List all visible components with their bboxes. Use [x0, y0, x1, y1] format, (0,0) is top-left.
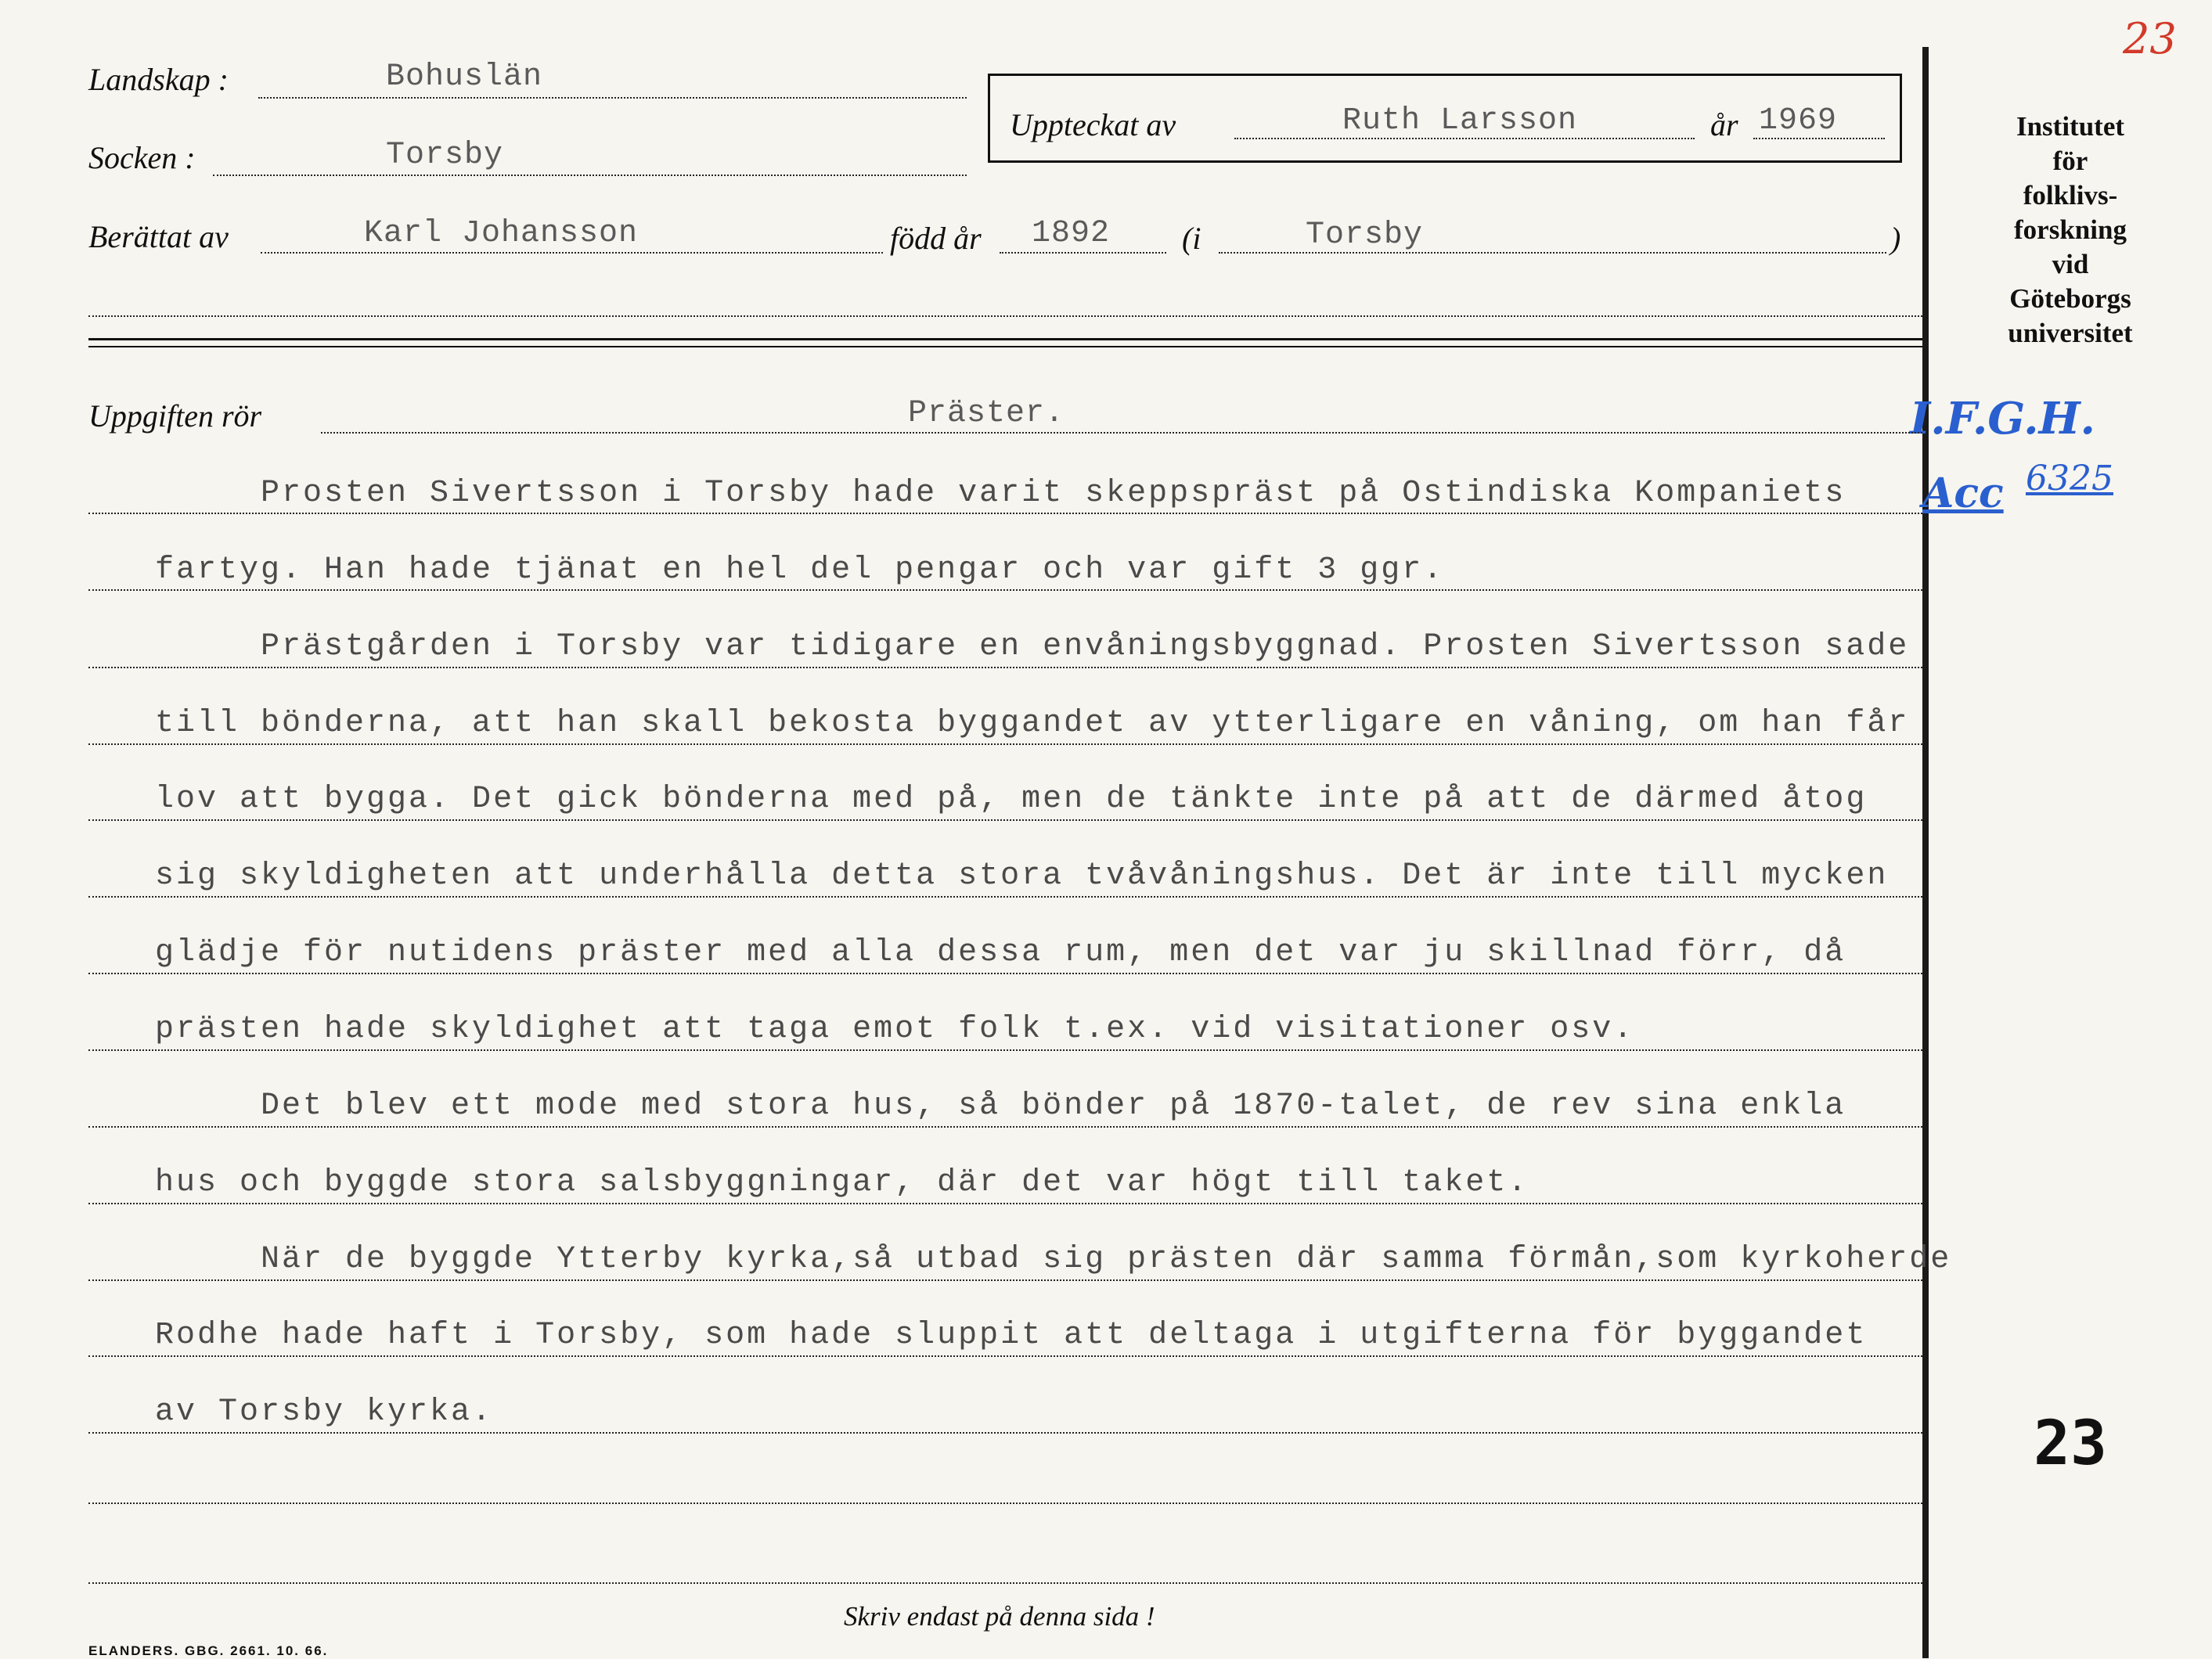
- uppgift-label: Uppgiften rör: [88, 398, 262, 434]
- recorder-label: Uppteckat av: [1010, 107, 1176, 142]
- fodd-value: 1892: [1032, 216, 1111, 251]
- i-label: (i: [1182, 221, 1201, 256]
- writing-line: [88, 1502, 1922, 1504]
- writing-line: [88, 1126, 1922, 1128]
- accession-number: 6325: [2026, 459, 2113, 498]
- institute-line: universitet: [2008, 318, 2133, 348]
- body-text-line: prästen hade skyldighet att taga emot folk t.ex. vid visitationer osv.: [155, 1012, 1635, 1047]
- blank-header-line: [88, 315, 1922, 317]
- writing-line: [88, 1432, 1922, 1434]
- printer-imprint: ELANDERS. GBG. 2661. 10. 66.: [88, 1643, 329, 1658]
- writing-line: [88, 896, 1922, 898]
- accession-archive-code: I.F.G.H.: [1910, 393, 2096, 444]
- socken-value: Torsby: [386, 138, 504, 173]
- fodd-dotted-line: [1000, 252, 1166, 254]
- body-text-line: sig skyldigheten att underhålla detta stora tvåvåningshus. Det är inte till mycken: [155, 858, 1889, 894]
- writing-line: [88, 743, 1922, 745]
- writing-line: [88, 973, 1922, 974]
- body-text-line: Prästgården i Torsby var tidigare en envåningsbyggnad. Prosten Sivertsson sade: [261, 629, 1910, 664]
- writing-line: [88, 1582, 1922, 1584]
- institute-line: Institutet: [2016, 111, 2125, 142]
- writing-line: [88, 819, 1922, 821]
- body-text-line: till bönderna, att han skall bekosta byggandet av ytterligare en våning, om han får: [155, 706, 1910, 741]
- body-text-line: Prosten Sivertsson i Torsby hade varit skeppspräst på Ostindiska Kompaniets: [261, 476, 1846, 511]
- year-value: 1969: [1759, 103, 1838, 139]
- header-separator-thin: [88, 346, 1922, 347]
- berattat-dotted-line: [261, 252, 883, 254]
- institute-line: för: [2052, 146, 2088, 176]
- institute-line: forskning: [2014, 214, 2127, 245]
- writing-line: [88, 589, 1922, 591]
- berattat-label: Berättat av: [88, 219, 229, 254]
- writing-line: [88, 513, 1922, 514]
- body-text-line: glädje för nutidens präster med alla dessa rum, men det var ju skillnad förr, då: [155, 935, 1846, 970]
- writing-line: [88, 667, 1922, 668]
- margin-vertical-rule: [1922, 47, 1929, 1658]
- uppgift-dotted-line: [321, 432, 1922, 434]
- writing-line: [88, 1049, 1922, 1051]
- landskap-label: Landskap :: [88, 62, 229, 97]
- uppgift-value: Präster.: [908, 396, 1065, 431]
- landskap-dotted-line: [258, 97, 967, 99]
- footer-instruction: Skriv endast på denna sida !: [844, 1601, 1155, 1632]
- writing-line: [88, 1279, 1922, 1281]
- writing-line: [88, 1203, 1922, 1204]
- body-text-line: hus och byggde stora salsbyggningar, där det var högt till taket.: [155, 1165, 1529, 1200]
- body-text-line: fartyg. Han hade tjänat en hel del pengar och var gift 3 ggr.: [155, 552, 1445, 588]
- body-text-line: När de byggde Ytterby kyrka,så utbad sig prästen där samma förmån,som kyrkoherde: [261, 1242, 1952, 1277]
- socken-label: Socken :: [88, 140, 196, 175]
- berattat-value: Karl Johansson: [364, 216, 639, 251]
- handwritten-page-number: 23: [2123, 14, 2177, 63]
- landskap-value: Bohuslän: [386, 59, 543, 95]
- institute-name: [1972, 110, 2168, 351]
- recorder-value: Ruth Larsson: [1342, 103, 1578, 139]
- socken-dotted-line: [213, 175, 967, 176]
- institute-line: folklivs-: [2023, 180, 2118, 211]
- i-value: Torsby: [1306, 218, 1424, 253]
- accession-prefix: Acc: [1922, 470, 2004, 517]
- institute-line: vid: [2052, 249, 2089, 279]
- body-text-line: av Torsby kyrka.: [155, 1394, 494, 1430]
- i-close-paren: ): [1890, 221, 1901, 256]
- fodd-label: född år: [890, 221, 982, 256]
- year-label: år: [1710, 107, 1738, 142]
- body-text-line: Det blev ett mode med stora hus, så bönder på 1870-talet, de rev sina enkla: [261, 1089, 1846, 1124]
- institute-line: Göteborgs: [2009, 283, 2131, 314]
- body-text-line: Rodhe hade haft i Torsby, som hade sluppit att deltaga i utgifterna för byggandet: [155, 1318, 1868, 1353]
- page-number: 23: [2034, 1409, 2107, 1479]
- writing-line: [88, 1355, 1922, 1357]
- header-separator-thick: [88, 338, 1922, 340]
- body-text-line: lov att bygga. Det gick bönderna med på, men de tänkte inte på att de därmed åtog: [155, 782, 1868, 817]
